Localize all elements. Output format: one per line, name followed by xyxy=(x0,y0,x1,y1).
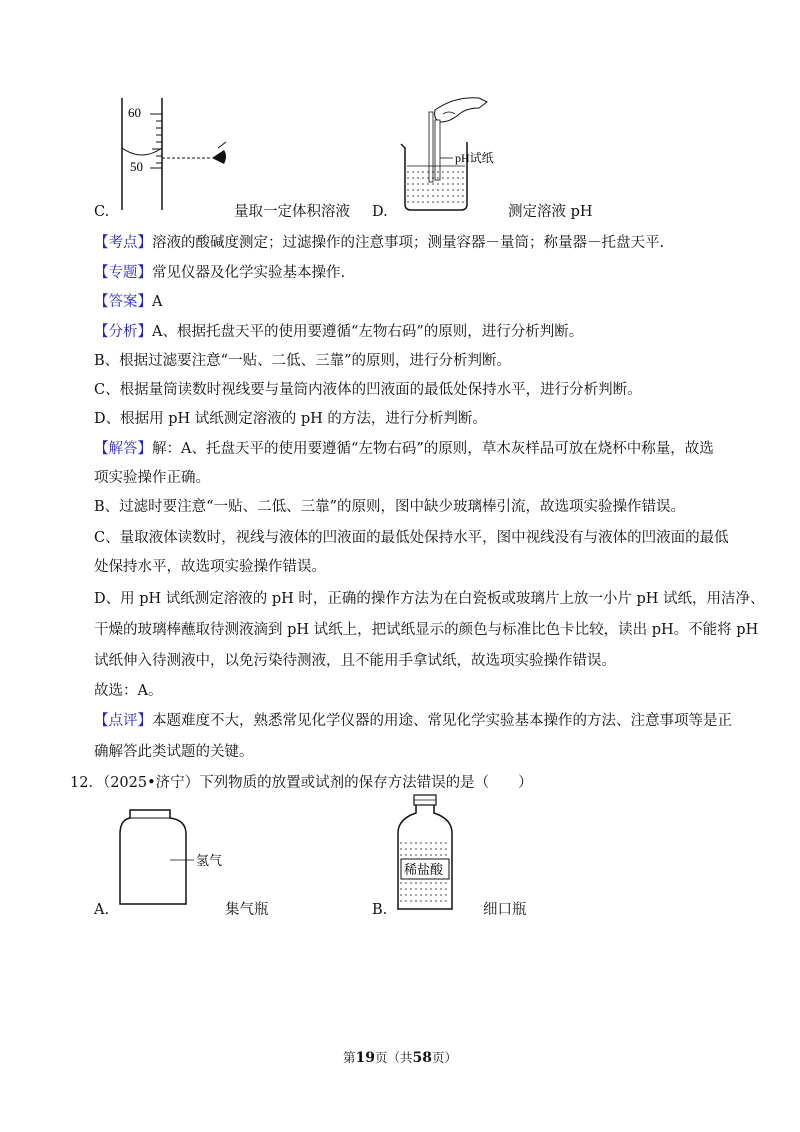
answer-text: A xyxy=(152,294,163,310)
footer-suffix: 页） xyxy=(431,1050,457,1065)
dilute-hcl-label: 稀盐酸 xyxy=(404,862,444,877)
fenxi-line-c: C、根据量筒读数时视线要与量筒内液体的凹液面的最低处保持水平，进行分析判断。 xyxy=(94,382,642,398)
option-c-letter: C. xyxy=(94,204,110,220)
guxuan-line: 故选：A。 xyxy=(94,683,163,699)
dianping-line-1 xyxy=(94,711,732,731)
jieda-line-a1 xyxy=(94,439,714,459)
option-d-letter: D. xyxy=(372,204,388,220)
question-12 xyxy=(70,773,533,793)
dianping-tag: 【点评】 xyxy=(94,713,152,729)
dianping-line-2: 确解答此类试题的关键。 xyxy=(94,744,254,760)
page-footer xyxy=(0,1048,800,1066)
jieda-line-c2: 处保持水平，故选项实验操作错误。 xyxy=(94,559,326,575)
option-b-letter: B. xyxy=(372,902,388,918)
kaodian-text: 溶液的酸碱度测定；过滤操作的注意事项；测量容器－量筒；称量器－托盘天平. xyxy=(152,235,665,251)
jieda-line-a2: 项实验操作正确。 xyxy=(94,470,210,486)
fenxi-tag: 【分析】 xyxy=(94,324,152,340)
option-d-caption: 测定溶液 pH xyxy=(508,204,593,220)
answer-tag: 【答案】 xyxy=(94,294,152,310)
tick-label-60: 60 xyxy=(128,105,141,120)
dianping-1-text: 本题难度不大，熟悉常见化学仪器的用途、常见化学实验基本操作的方法、注意事项等是正 xyxy=(152,713,732,729)
fenxi-line-d: D、根据用 pH 试纸测定溶液的 pH 的方法，进行分析判断。 xyxy=(94,411,487,427)
kaodian-line xyxy=(94,233,664,253)
footer-prefix: 第 xyxy=(342,1050,356,1065)
jieda-line-b: B、过滤时要注意“一贴、二低、三靠”的原则，图中缺少玻璃棒引流，故选项实验操作错误。 xyxy=(94,499,685,515)
ph-test-figure xyxy=(395,92,545,217)
jieda-line-c1: C、量取液体读数时，视线与液体的凹液面的最低处保持水平，图中视线没有与液体的凹液面的最低 xyxy=(94,530,729,546)
question-number: 12． xyxy=(70,775,103,791)
footer-page-number: 19 xyxy=(355,1050,375,1066)
fenxi-line-a xyxy=(94,322,583,342)
question-text: （2025•济宁）下列物质的放置或试剂的保存方法错误的是（ ） xyxy=(102,775,533,791)
jieda-line-d1: D、用 pH 试纸测定溶液的 pH 时，正确的操作方法为在白瓷板或玻璃片上放一小片 pH 试纸，用洁净、 xyxy=(94,591,765,607)
hydrogen-label: 氢气 xyxy=(196,853,223,868)
jieda-a1-text: 解：A、托盘天平的使用要遵循“左物右码”的原则，草木灰样品可放在烧杯中称量，故选 xyxy=(152,441,714,457)
jieda-tag: 【解答】 xyxy=(94,441,152,457)
graduated-cylinder-figure xyxy=(100,90,260,220)
footer-total-pages: 58 xyxy=(412,1050,432,1066)
answer-line xyxy=(94,292,162,312)
footer-mid: 页（共 xyxy=(374,1050,413,1065)
option-b-caption: 细口瓶 xyxy=(483,902,527,918)
ph-paper-label: pH试纸 xyxy=(455,151,494,165)
tick-label-50: 50 xyxy=(130,159,143,174)
jieda-line-d3: 试纸伸入待测液中，以免污染待测液，且不能用手拿试纸，故选项实验操作错误。 xyxy=(94,653,616,669)
option-a-letter: A. xyxy=(94,902,110,918)
fenxi-a-text: A、根据托盘天平的使用要遵循“左物右码”的原则，进行分析判断。 xyxy=(152,324,584,340)
zhuanti-line xyxy=(94,263,345,283)
fenxi-line-b: B、根据过滤要注意“一贴、二低、三靠”的原则，进行分析判断。 xyxy=(94,353,511,369)
option-a-caption: 集气瓶 xyxy=(225,902,269,918)
jieda-line-d2: 干燥的玻璃棒蘸取待测液滴到 pH 试纸上，把试纸显示的颜色与标准比色卡比较，读出 pH。不能将 pH xyxy=(94,622,759,638)
kaodian-tag: 【考点】 xyxy=(94,235,152,251)
zhuanti-text: 常见仪器及化学实验基本操作. xyxy=(152,265,346,281)
narrow-mouth-bottle-figure xyxy=(392,793,472,913)
option-c-caption: 量取一定体积溶液 xyxy=(234,204,350,220)
zhuanti-tag: 【专题】 xyxy=(94,265,152,281)
gas-jar-figure xyxy=(110,808,240,908)
